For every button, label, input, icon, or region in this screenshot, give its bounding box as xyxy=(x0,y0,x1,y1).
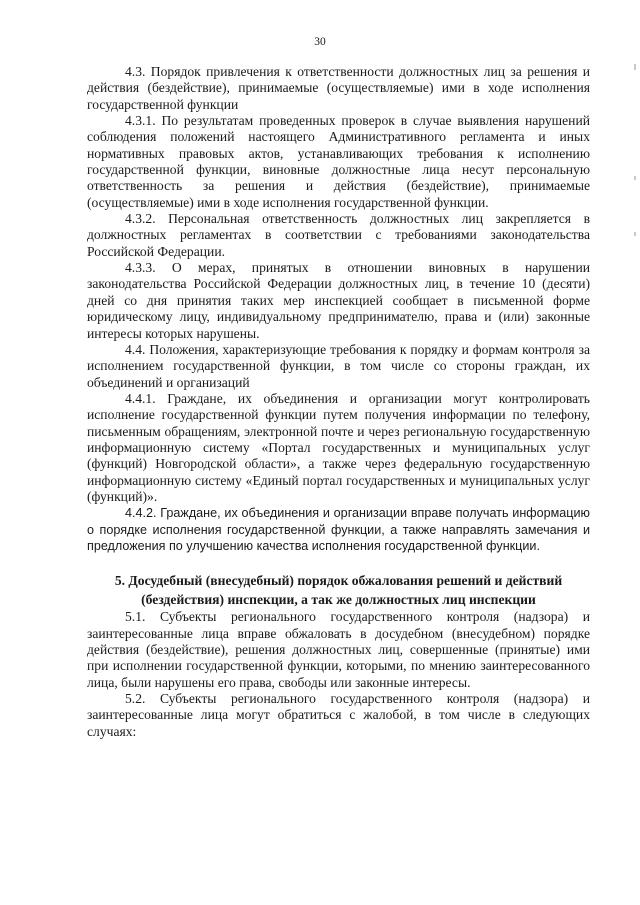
paragraph-5-1: 5.1. Субъекты регионального государственного контроля (надзора) и заинтересованные лица вправе обжаловать в досудебном (внесудебном) порядке действия (бездействие), решения должностных лиц, совершенные (принятые) ими при исполнении государственной функции, которыми, по мнению заинтересованного лица, были нарушены его права, свободы или законные интересы. xyxy=(87,609,590,690)
section-5-heading: 5. Досудебный (внесудебный) порядок обжалования решений и действий (бездействия) инспекции, а так же должностных лиц инспекции xyxy=(114,573,563,608)
paragraph-4-3: 4.3. Порядок привлечения к ответственности должностных лиц за решения и действия (бездействие), принимаемые (осуществляемые) ими в ходе исполнения государственной функции xyxy=(87,64,590,112)
scan-edge-mark xyxy=(634,232,636,236)
paragraph-4-3-3: 4.3.3. О мерах, принятых в отношении виновных в нарушении законодательства Российской Федерации должностных лиц, в течение 10 (десяти) дней со дня принятия таких мер инспекцией сообщает в письменной форме юридическому лицу, индивидуальному предпринимателю, права и (или) законные интересы которых нарушены. xyxy=(87,260,590,341)
page-number: 30 xyxy=(314,36,326,48)
document-body xyxy=(87,64,590,740)
paragraph-4-3-1: 4.3.1. По результатам проведенных проверок в случае выявления нарушений соблюдения положений настоящего Административного регламента и иных нормативных правовых актов, устанавливающих требования к исполнению государственной функции, виновные должностные лица несут персональную ответственность за решения и действия (бездействие), принимаемые (осуществляемые) ими в ходе исполнения государственной функции. xyxy=(87,113,590,210)
paragraph-4-3-2: 4.3.2. Персональная ответственность должностных лиц закрепляется в должностных регламентах в соответствии с требованиями законодательства Российской Федерации. xyxy=(87,211,590,259)
paragraph-4-4: 4.4. Положения, характеризующие требования к порядку и формам контроля за исполнением государственной функции, в том числе со стороны граждан, их объединений и организаций xyxy=(87,341,590,390)
paragraph-4-4-1: 4.4.1. Граждане, их объединения и организации могут контролировать исполнение государственной функции путем получения информации по телефону, письменным обращениям, электронной почте и через региональную государственную информационную систему «Портал государственных и муниципальных услуг (функций) Новгородской области», а также через федеральную государственную информационную систему «Единый портал государственных и муниципальных услуг (функций)». xyxy=(87,390,590,504)
paragraph-4-4-2: 4.4.2. Граждане, их объединения и организации вправе получать информацию о порядке исполнения государственной функции, а также направлять замечания и предложения по улучшению качества исполнения государственной функции. xyxy=(87,506,590,553)
scan-edge-mark xyxy=(634,64,636,70)
scan-edge-mark xyxy=(634,176,636,180)
paragraph-5-2: 5.2. Субъекты регионального государственного контроля (надзора) и заинтересованные лица могут обратиться с жалобой, в том числе в следующих случаях: xyxy=(87,691,590,739)
